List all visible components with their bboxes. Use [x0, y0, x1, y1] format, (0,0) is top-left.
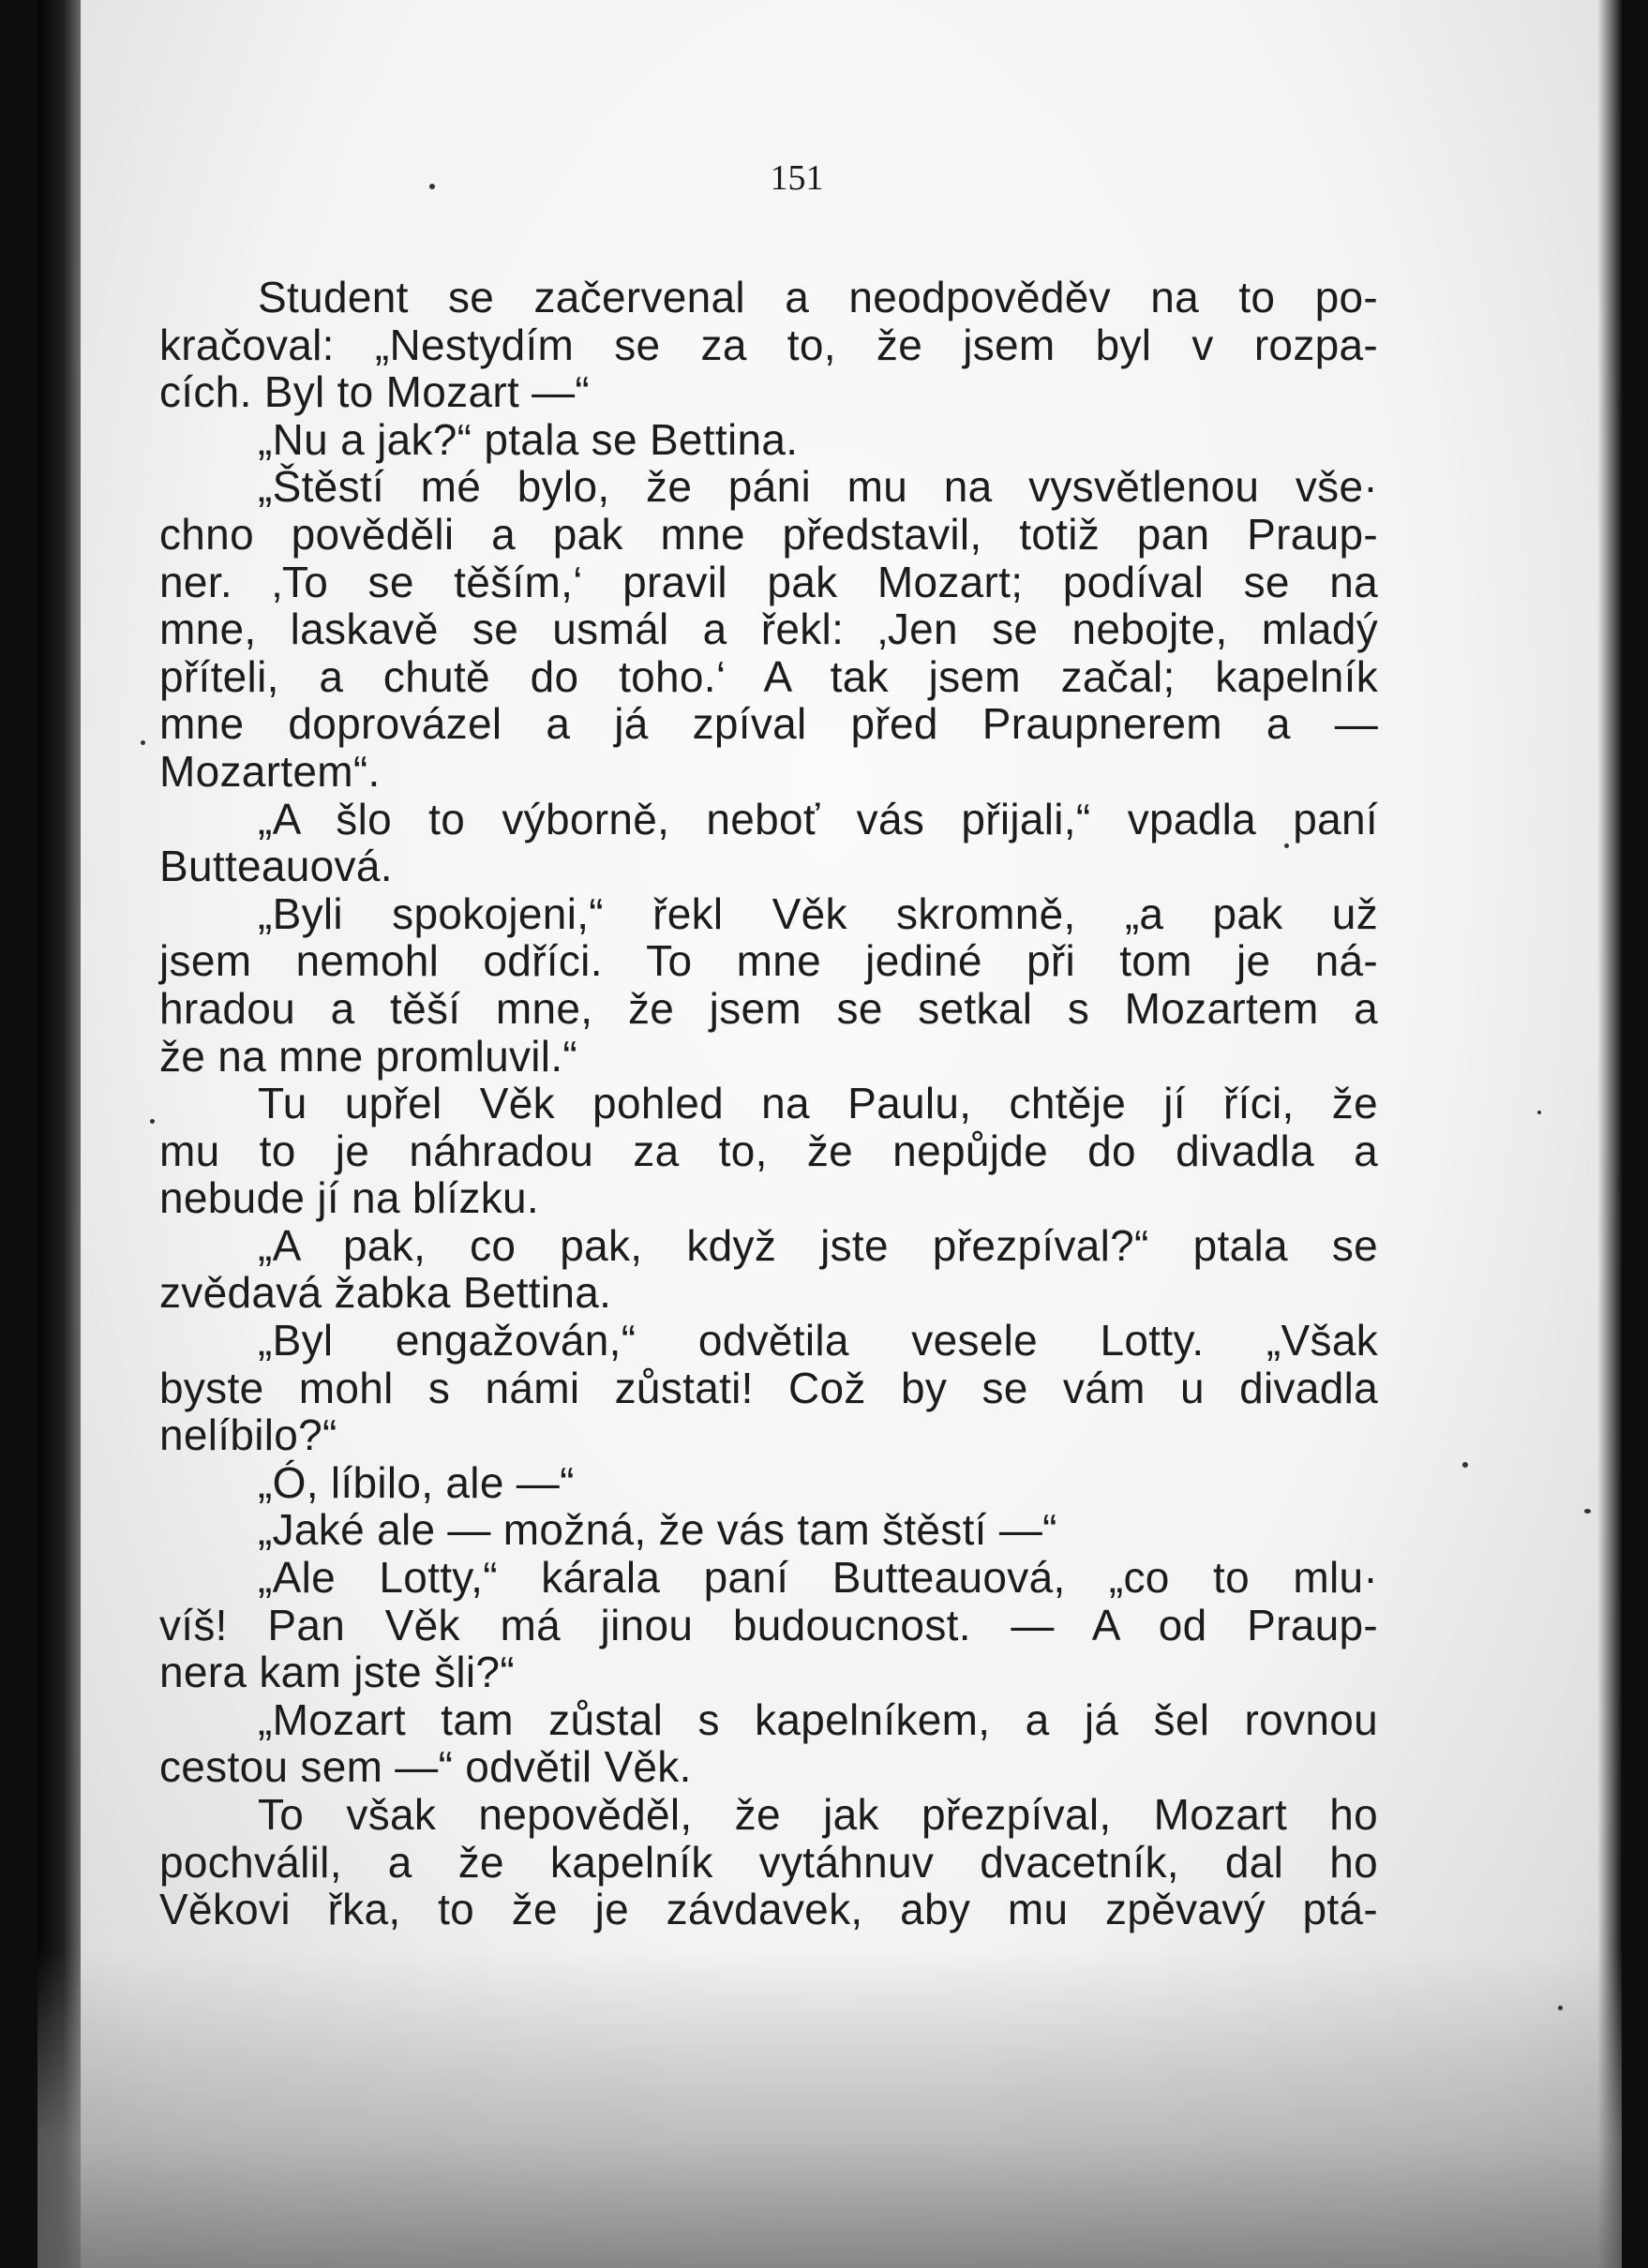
text-line: mu to je náhradou za to, že nepůjde do divadla a [159, 1126, 1378, 1175]
text-line: „A pak, co pak, když jste přezpíval?“ ptala se [258, 1220, 1378, 1270]
text-line: „Ó, líbilo, ale —“ [258, 1457, 575, 1507]
text-line: Student se začervenal a neodpověděv na to po- [258, 273, 1378, 321]
text-line: cestou sem —“ odvětil Věk. [159, 1742, 692, 1792]
text-line: „Mozart tam zůstal s kapelníkem, a já šel rovnou [258, 1694, 1378, 1744]
text-line: hradou a těší mne, že jsem se setkal s Mozartem a [159, 983, 1378, 1033]
body-text [159, 274, 1378, 1933]
scan-speck [1462, 1462, 1468, 1468]
text-line: že na mne promluvil.“ [159, 1031, 578, 1081]
text-line: chno pověděli a pak mne představil, totiž pan Praup- [159, 509, 1378, 559]
text-line: „Jaké ale — možná, že vás tam štěstí —“ [258, 1505, 1057, 1555]
scan-speck [150, 1119, 155, 1124]
text-line: nelíbilo?“ [159, 1410, 337, 1460]
text-line: pochválil, a že kapelník vytáhnuv dvacetník, dal ho [159, 1837, 1378, 1887]
text-line: Tu upřel Věk pohled na Paulu, chtěje jí říci, že [258, 1079, 1378, 1128]
text-line: kračoval: „Nestydím se za to, že jsem byl v rozpa- [159, 320, 1378, 369]
text-line: nera kam jste šli?“ [159, 1648, 515, 1697]
page-edge-shadow [1597, 0, 1622, 2268]
text-line: nebude jí na blízku. [159, 1173, 539, 1223]
text-line: mne, laskavě se usmál a řekl: ‚Jen se nebojte, mladý [159, 604, 1378, 654]
text-line: mne doprovázel a já zpíval před Praupnerem a — [159, 699, 1378, 749]
text-line: To však nepověděl, že jak přezpíval, Mozart ho [258, 1790, 1378, 1839]
scan-speck [1558, 2006, 1563, 2010]
scan-speck [1537, 1111, 1541, 1114]
text-line: „Byli spokojeni,“ řekl Věk skromně, „a pak už [258, 888, 1378, 938]
text-line: Věkovi řka, to že je závdavek, aby mu zpěvavý ptá- [159, 1885, 1378, 1934]
page-number: 151 [770, 158, 824, 198]
scan-speck [141, 740, 145, 745]
text-line: „A šlo to výborně, neboť vás přijali,“ vpadla paní [258, 794, 1378, 843]
text-line: ner. ‚To se těším,‘ pravil pak Mozart; podíval se na [159, 557, 1378, 606]
scan-speck [1284, 843, 1289, 848]
book-page [37, 0, 1622, 2268]
text-line: Butteauová. [159, 842, 393, 891]
scan-speck [429, 184, 435, 189]
text-line: byste mohl s námi zůstati! Což by se vám u divadla [159, 1363, 1378, 1412]
text-line: cích. Byl to Mozart —“ [159, 367, 591, 417]
text-line: víš! Pan Věk má jinou budoucnost. — A od Praup- [159, 1600, 1378, 1649]
text-line: příteli, a chutě do toho.‘ A tak jsem začal; kapelník [159, 651, 1378, 701]
scan-speck [1584, 1509, 1591, 1514]
page-bottom-stain [37, 1949, 1622, 2268]
book-binding-shadow [37, 0, 81, 2268]
text-line: „Nu a jak?“ ptala se Bettina. [258, 414, 799, 464]
text-line: Mozartem“. [159, 746, 381, 796]
text-line: „Štěstí mé bylo, že páni mu na vysvětlenou vše· [258, 462, 1378, 512]
text-line: „Ale Lotty,“ kárala paní Butteauová, „co to mlu· [258, 1553, 1378, 1603]
text-line: „Byl engažován,“ odvětila vesele Lotty. „Však [258, 1316, 1378, 1365]
text-line: jsem nemohl odříci. To mne jediné při tom je ná- [159, 936, 1378, 986]
text-line: zvědavá žabka Bettina. [159, 1268, 612, 1318]
